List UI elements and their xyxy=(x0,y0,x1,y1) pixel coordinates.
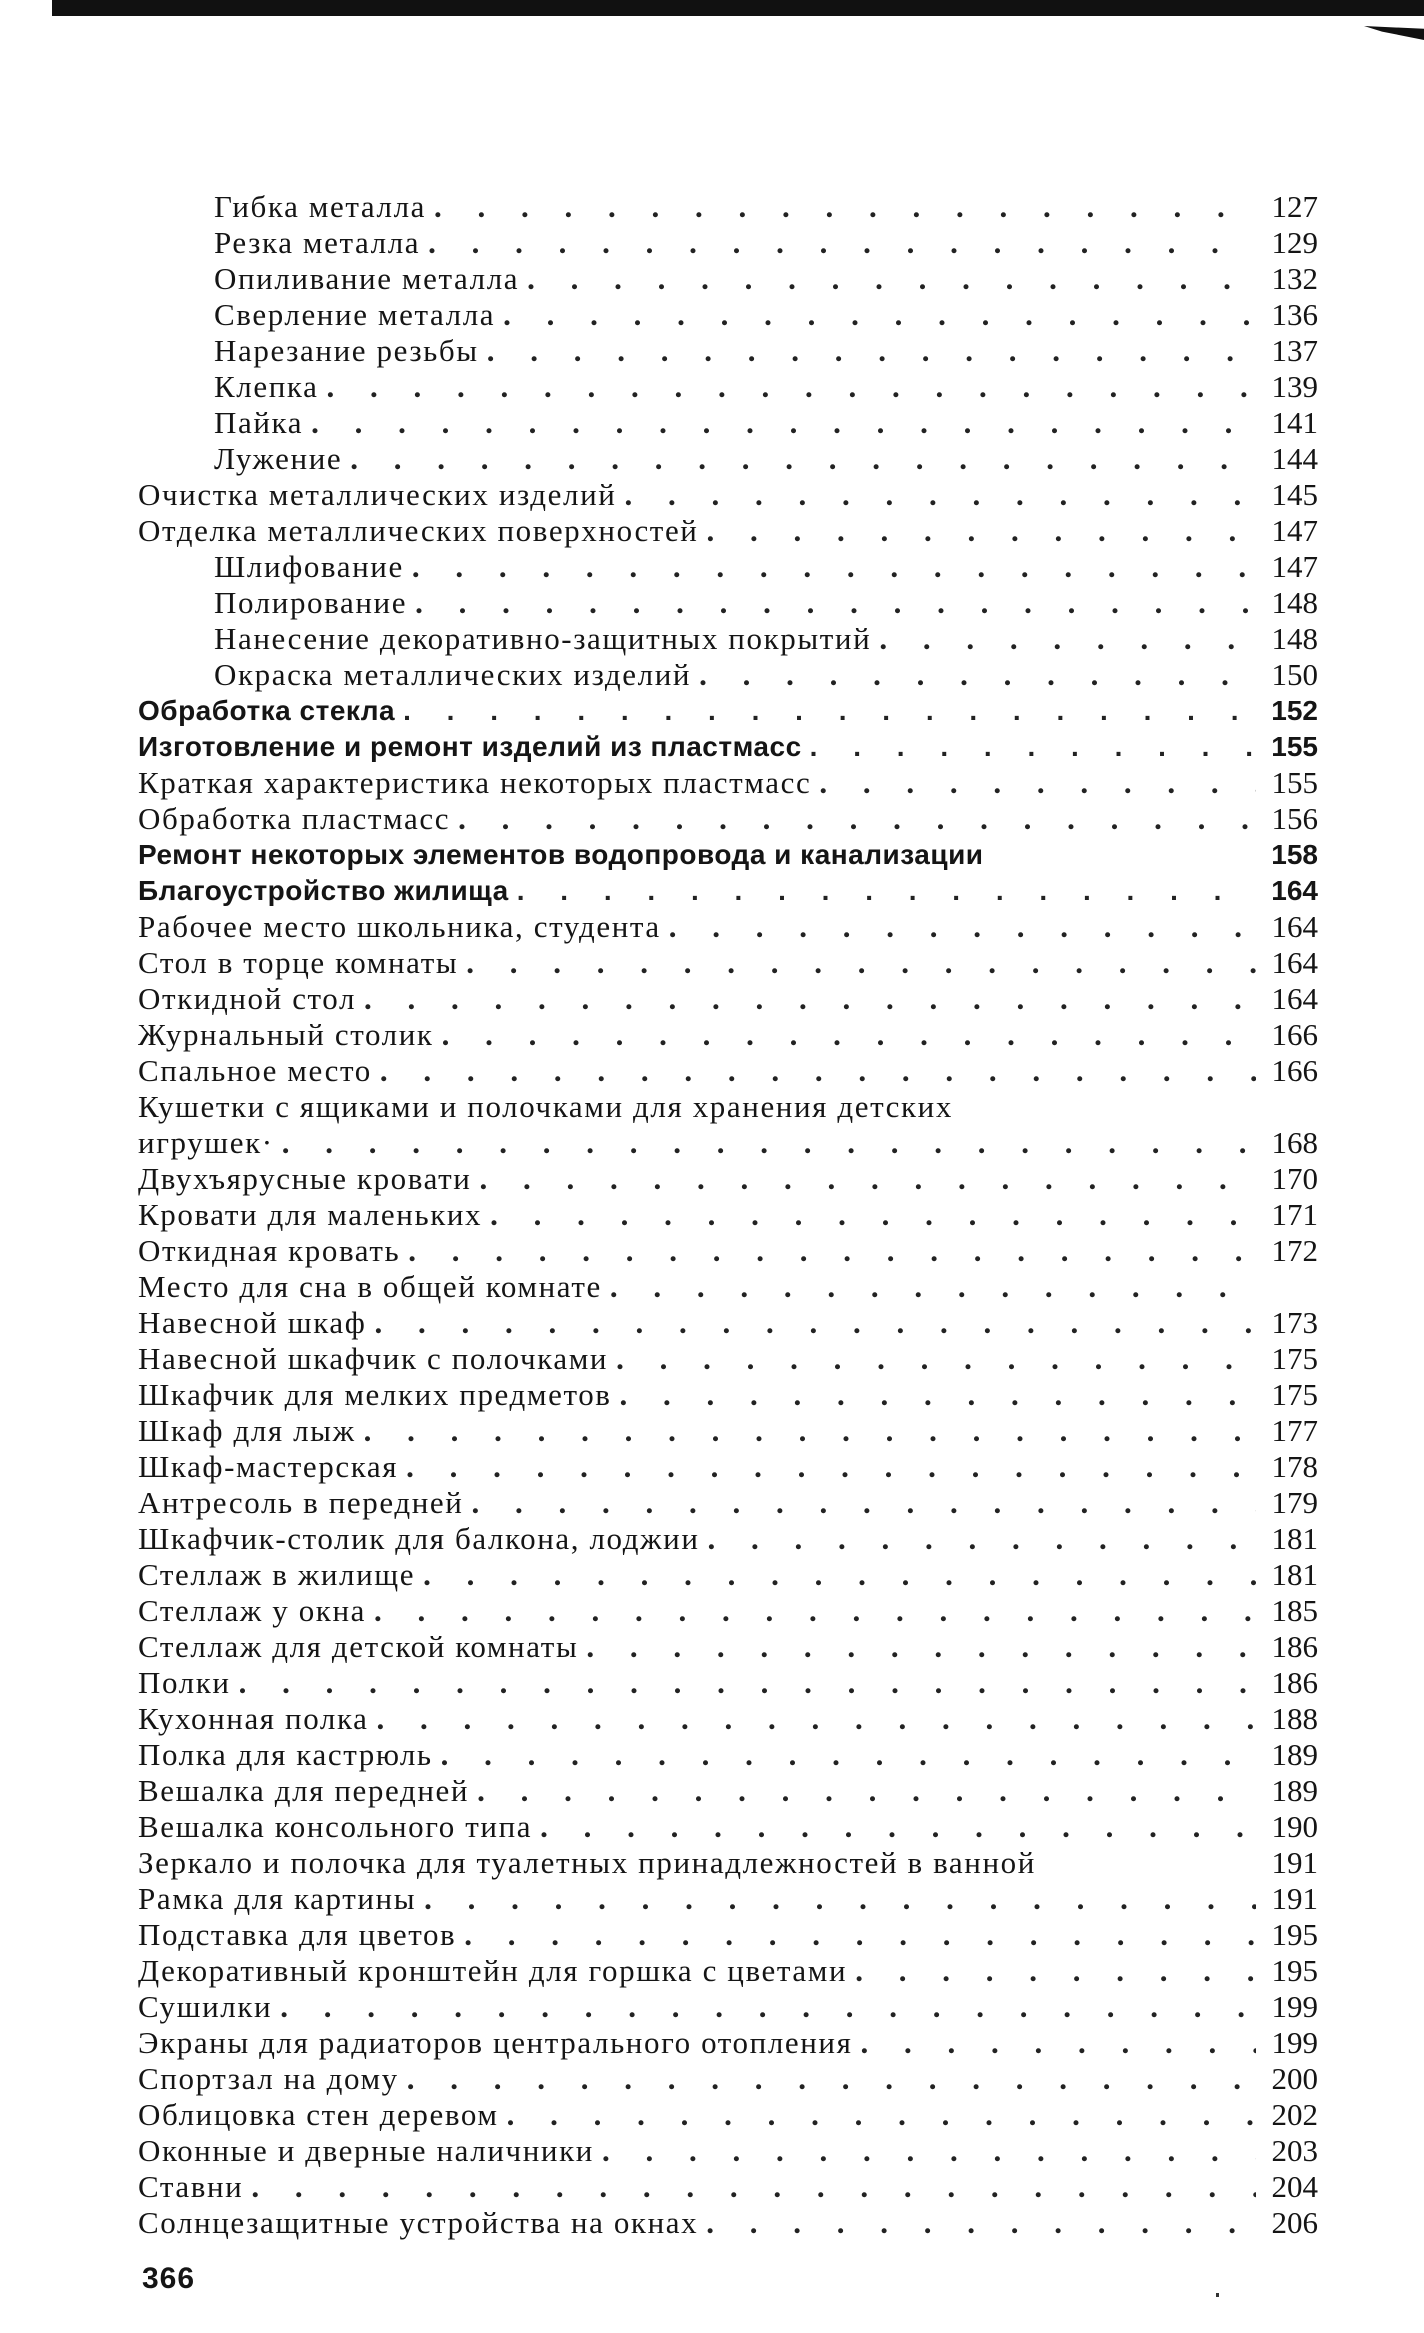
toc-entry-page: 199 xyxy=(1271,1989,1318,2024)
toc-leader-dots xyxy=(350,441,1256,477)
toc-entry-title: Краткая характеристика некоторых пластмасс xyxy=(138,765,812,800)
toc-entry-title: Рамка для картины xyxy=(138,1881,417,1916)
toc-entry xyxy=(138,1341,1318,1377)
toc-entry xyxy=(138,1701,1318,1737)
toc-entry xyxy=(214,405,1318,441)
toc-entry xyxy=(138,801,1318,837)
toc-entry xyxy=(138,1197,1318,1233)
table-of-contents xyxy=(138,189,1318,2241)
toc-entry-title: Окраска металлических изделий xyxy=(214,657,692,692)
toc-entry-page: 191 xyxy=(1271,1881,1318,1916)
toc-entry xyxy=(138,1665,1318,1701)
toc-leader-dots xyxy=(586,1629,1256,1665)
toc-leader-dots xyxy=(810,729,1256,765)
toc-leader-dots xyxy=(477,1773,1256,1809)
toc-entry xyxy=(138,1881,1318,1917)
toc-leader-dots xyxy=(471,1485,1256,1521)
toc-entry xyxy=(138,873,1318,909)
toc-entry-title: Навесной шкафчик с полочками xyxy=(138,1341,609,1376)
toc-leader-dots xyxy=(707,513,1257,549)
toc-leader-dots xyxy=(527,261,1256,297)
toc-entry xyxy=(138,1989,1318,2025)
toc-entry xyxy=(138,1773,1318,1809)
toc-leader-dots xyxy=(364,1413,1256,1449)
toc-entry-title: Солнцезащитные устройства на окнах xyxy=(138,2205,699,2240)
toc-entry-title: Полирование xyxy=(214,585,408,620)
toc-leader-dots xyxy=(879,621,1256,657)
toc-entry-title: Шкаф-мастерская xyxy=(138,1449,399,1484)
toc-entry xyxy=(138,909,1318,945)
toc-entry-page: 136 xyxy=(1271,297,1318,332)
toc-leader-dots xyxy=(860,2025,1256,2061)
toc-entry xyxy=(138,1593,1318,1629)
toc-entry-page: 191 xyxy=(1271,1845,1318,1880)
toc-entry-title: Двухъярусные кровати xyxy=(138,1161,472,1196)
toc-entry xyxy=(214,621,1318,657)
toc-entry-page: 144 xyxy=(1271,441,1318,476)
toc-entry xyxy=(138,1305,1318,1341)
toc-entry-page: 200 xyxy=(1271,2061,1318,2096)
toc-entry-page: 177 xyxy=(1271,1413,1318,1448)
toc-leader-dots xyxy=(855,1953,1256,1989)
toc-entry-title: Стеллаж в жилище xyxy=(138,1557,416,1592)
toc-leader-dots xyxy=(326,369,1256,405)
toc-leader-dots xyxy=(423,1557,1256,1593)
toc-entry-page: 179 xyxy=(1271,1485,1318,1520)
toc-entry xyxy=(138,1485,1318,1521)
toc-entry-title: Опиливание металла xyxy=(214,261,520,296)
toc-entry-page: 166 xyxy=(1271,1017,1318,1052)
toc-entry xyxy=(214,189,1318,225)
toc-entry-title: Отделка металлических поверхностей xyxy=(138,513,699,548)
toc-entry-title: Антресоль в передней xyxy=(138,1485,464,1520)
toc-entry-title: Сверление металла xyxy=(214,297,496,332)
toc-entry-title: Сушилки xyxy=(138,1989,273,2024)
toc-entry-page: 203 xyxy=(1271,2133,1318,2168)
toc-entry xyxy=(138,1629,1318,1665)
toc-entry-page: 164 xyxy=(1271,981,1318,1016)
toc-entry-page: 172 xyxy=(1271,1233,1318,1268)
toc-leader-dots xyxy=(819,765,1256,801)
toc-entry xyxy=(138,1377,1318,1413)
toc-leader-dots xyxy=(415,585,1256,621)
toc-entry xyxy=(138,513,1318,549)
toc-entry-title: Спальное место xyxy=(138,1053,372,1088)
toc-entry-page: 127 xyxy=(1271,189,1318,224)
toc-entry-page: 156 xyxy=(1271,801,1318,836)
toc-entry-title: Стеллаж для детской комнаты xyxy=(138,1629,579,1664)
toc-entry xyxy=(138,1125,1318,1161)
toc-entry-title: Подставка для цветов xyxy=(138,1917,457,1952)
top-edge-bar xyxy=(52,0,1424,22)
toc-entry-title: Пайка xyxy=(214,405,304,440)
toc-entry-page: 166 xyxy=(1271,1053,1318,1088)
toc-entry xyxy=(214,261,1318,297)
toc-entry-page: 188 xyxy=(1271,1701,1318,1736)
toc-leader-dots xyxy=(251,2169,1256,2205)
toc-leader-dots xyxy=(706,2205,1256,2241)
toc-entry-page: 190 xyxy=(1271,1809,1318,1844)
toc-entry-page: 129 xyxy=(1271,225,1318,260)
toc-entry-page: 148 xyxy=(1271,621,1318,656)
toc-leader-dots xyxy=(466,945,1256,981)
toc-entry-page: 141 xyxy=(1271,405,1318,440)
toc-entry xyxy=(138,2205,1318,2241)
toc-entry-title: Кушетки с ящиками и полочками для хранения детских xyxy=(138,1089,953,1124)
toc-entry xyxy=(214,441,1318,477)
toc-entry-page: 181 xyxy=(1271,1521,1318,1556)
toc-entry xyxy=(138,1233,1318,1269)
toc-entry xyxy=(138,945,1318,981)
toc-leader-dots xyxy=(490,1197,1256,1233)
toc-entry-page: 147 xyxy=(1271,549,1318,584)
toc-entry-page: 148 xyxy=(1271,585,1318,620)
toc-entry-page: 158 xyxy=(1271,839,1318,870)
toc-entry-title: Журнальный столик xyxy=(138,1017,434,1052)
toc-entry-title: Стеллаж у окна xyxy=(138,1593,367,1628)
toc-leader-dots xyxy=(280,1989,1256,2025)
toc-entry xyxy=(138,765,1318,801)
toc-entry-page: 202 xyxy=(1271,2097,1318,2132)
toc-entry-page: 189 xyxy=(1271,1737,1318,1772)
toc-entry xyxy=(138,2025,1318,2061)
toc-entry-page: 150 xyxy=(1271,657,1318,692)
toc-leader-dots xyxy=(517,873,1256,909)
toc-entry xyxy=(138,1737,1318,1773)
toc-entry-title: Кухонная полка xyxy=(138,1701,369,1736)
toc-entry-page: 155 xyxy=(1271,765,1318,800)
toc-entry xyxy=(138,2097,1318,2133)
toc-leader-dots xyxy=(403,693,1256,729)
toc-leader-dots xyxy=(602,2133,1256,2169)
toc-leader-dots xyxy=(442,1017,1256,1053)
toc-leader-dots xyxy=(239,1665,1256,1701)
toc-entry xyxy=(214,657,1318,693)
toc-entry-page: 199 xyxy=(1271,2025,1318,2060)
toc-entry-title: Шкафчик для мелких предметов xyxy=(138,1377,612,1412)
toc-entry-title: Полки xyxy=(138,1665,231,1700)
toc-leader-dots xyxy=(374,1305,1256,1341)
toc-entry xyxy=(138,1053,1318,1089)
toc-entry xyxy=(138,1161,1318,1197)
toc-entry-title: Нарезание резьбы xyxy=(214,333,479,368)
toc-entry-page: 164 xyxy=(1271,909,1318,944)
toc-entry-page: 181 xyxy=(1271,1557,1318,1592)
toc-entry xyxy=(138,1017,1318,1053)
toc-entry-title: Полка для кастрюль xyxy=(138,1737,433,1772)
toc-entry-title: Навесной шкаф xyxy=(138,1305,367,1340)
toc-entry-title: Ремонт некоторых элементов водопровода и канализации xyxy=(138,839,984,870)
toc-entry-title: Облицовка стен деревом xyxy=(138,2097,499,2132)
print-speck xyxy=(1216,2293,1219,2297)
toc-entry-title: Резка металла xyxy=(214,225,421,260)
toc-entry-page: 206 xyxy=(1271,2205,1318,2240)
toc-entry-page: 195 xyxy=(1271,1953,1318,1988)
toc-leader-dots xyxy=(408,1233,1256,1269)
toc-leader-dots xyxy=(380,1053,1256,1089)
toc-entry xyxy=(138,1521,1318,1557)
toc-entry-title: игрушек· xyxy=(138,1125,274,1160)
toc-entry-title: Очистка металлических изделий xyxy=(138,477,617,512)
toc-entry xyxy=(138,729,1318,765)
toc-entry xyxy=(138,1953,1318,1989)
toc-entry xyxy=(214,297,1318,333)
toc-entry-page: 173 xyxy=(1271,1305,1318,1340)
toc-leader-dots xyxy=(669,909,1256,945)
toc-leader-dots xyxy=(708,1521,1256,1557)
toc-entry-page: 189 xyxy=(1271,1773,1318,1808)
toc-entry-page: 195 xyxy=(1271,1917,1318,1952)
toc-entry-title: Лужение xyxy=(214,441,343,476)
toc-entry-page: 147 xyxy=(1271,513,1318,548)
toc-entry xyxy=(138,1449,1318,1485)
toc-entry-page: 186 xyxy=(1271,1665,1318,1700)
toc-entry-title: Зеркало и полочка для туалетных принадлежностей в ванной xyxy=(138,1845,1036,1880)
toc-leader-dots xyxy=(540,1809,1256,1845)
toc-leader-dots xyxy=(487,333,1256,369)
toc-leader-dots xyxy=(503,297,1256,333)
toc-entry-title: Оконные и дверные наличники xyxy=(138,2133,594,2168)
toc-entry-page: 168 xyxy=(1271,1125,1318,1160)
toc-entry-title: Вешалка консольного типа xyxy=(138,1809,533,1844)
toc-entry xyxy=(214,225,1318,261)
toc-entry xyxy=(138,981,1318,1017)
toc-entry xyxy=(138,1089,1318,1125)
toc-leader-dots xyxy=(374,1593,1256,1629)
toc-entry-page: 164 xyxy=(1271,875,1318,906)
toc-entry-title: Нанесение декоративно-защитных покрытий xyxy=(214,621,872,656)
toc-leader-dots xyxy=(464,1917,1256,1953)
toc-leader-dots xyxy=(616,1341,1256,1377)
toc-entry-page: 171 xyxy=(1271,1197,1318,1232)
toc-entry xyxy=(138,1917,1318,1953)
top-edge-tail xyxy=(1364,26,1424,40)
toc-entry-page: 132 xyxy=(1271,261,1318,296)
toc-entry-page: 186 xyxy=(1271,1629,1318,1664)
toc-entry-page: 170 xyxy=(1271,1161,1318,1196)
toc-entry-title: Экраны для радиаторов центрального отопления xyxy=(138,2025,853,2060)
toc-entry-title: Место для сна в общей комнате xyxy=(138,1269,602,1304)
toc-entry-page: 178 xyxy=(1271,1449,1318,1484)
toc-entry-title: Откидная кровать xyxy=(138,1233,401,1268)
toc-entry xyxy=(138,2169,1318,2205)
toc-leader-dots xyxy=(480,1161,1257,1197)
toc-leader-dots xyxy=(407,2061,1256,2097)
toc-leader-dots xyxy=(458,801,1256,837)
toc-leader-dots xyxy=(377,1701,1256,1737)
toc-leader-dots xyxy=(406,1449,1256,1485)
toc-entry-title: Клепка xyxy=(214,369,319,404)
toc-entry-title: Вешалка для передней xyxy=(138,1773,470,1808)
toc-entry xyxy=(138,2133,1318,2169)
page-number: 366 xyxy=(142,2262,196,2295)
toc-leader-dots xyxy=(441,1737,1256,1773)
toc-entry-page: 152 xyxy=(1271,695,1318,726)
toc-entry-title: Обработка пластмасс xyxy=(138,801,451,836)
toc-entry xyxy=(138,2061,1318,2097)
toc-leader-dots xyxy=(311,405,1256,441)
toc-entry-title: Ставни xyxy=(138,2169,244,2204)
toc-entry-title: Кровати для маленьких xyxy=(138,1197,483,1232)
toc-entry-page: 137 xyxy=(1271,333,1318,368)
toc-entry xyxy=(138,1809,1318,1845)
toc-entry-page: 139 xyxy=(1271,369,1318,404)
toc-leader-dots xyxy=(428,225,1256,261)
toc-entry-page: 155 xyxy=(1271,731,1318,762)
toc-entry-page: 175 xyxy=(1271,1377,1318,1412)
toc-entry-title: Декоративный кронштейн для горшка с цветами xyxy=(138,1953,848,1988)
toc-entry xyxy=(214,333,1318,369)
toc-entry xyxy=(138,1269,1318,1305)
toc-entry xyxy=(214,549,1318,585)
toc-leader-dots xyxy=(610,1269,1256,1305)
toc-entry-title: Стол в торце комнаты xyxy=(138,945,459,980)
toc-entry-title: Рабочее место школьника, студента xyxy=(138,909,661,944)
toc-entry-title: Шкаф для лыж xyxy=(138,1413,356,1448)
toc-leader-dots xyxy=(507,2097,1256,2133)
toc-entry xyxy=(138,1845,1318,1881)
toc-entry-title: Шкафчик-столик для балкона, лоджии xyxy=(138,1521,700,1556)
toc-entry-page: 164 xyxy=(1271,945,1318,980)
toc-leader-dots xyxy=(282,1125,1256,1161)
toc-entry xyxy=(214,585,1318,621)
toc-leader-dots xyxy=(624,477,1256,513)
toc-leader-dots xyxy=(434,189,1256,225)
toc-entry-page: 175 xyxy=(1271,1341,1318,1376)
toc-entry xyxy=(214,369,1318,405)
toc-entry-title: Обработка стекла xyxy=(138,695,396,726)
toc-entry xyxy=(138,1557,1318,1593)
toc-leader-dots xyxy=(364,981,1256,1017)
toc-entry-title: Шлифование xyxy=(214,549,404,584)
toc-entry xyxy=(138,1413,1318,1449)
toc-entry xyxy=(138,837,1318,873)
toc-leader-dots xyxy=(412,549,1256,585)
toc-entry-title: Изготовление и ремонт изделий из пластмасс xyxy=(138,731,802,762)
toc-entry xyxy=(138,477,1318,513)
toc-leader-dots xyxy=(620,1377,1256,1413)
toc-entry-page: 145 xyxy=(1271,477,1318,512)
toc-entry xyxy=(138,693,1318,729)
toc-entry-title: Гибка металла xyxy=(214,189,427,224)
toc-entry-title: Спортзал на дому xyxy=(138,2061,399,2096)
toc-leader-dots xyxy=(424,1881,1256,1917)
toc-entry-title: Благоустройство жилища xyxy=(138,875,509,906)
toc-leader-dots xyxy=(699,657,1256,693)
toc-entry-title: Откидной стол xyxy=(138,981,357,1016)
toc-entry-page: 185 xyxy=(1271,1593,1318,1628)
toc-entry-page: 204 xyxy=(1271,2169,1318,2204)
